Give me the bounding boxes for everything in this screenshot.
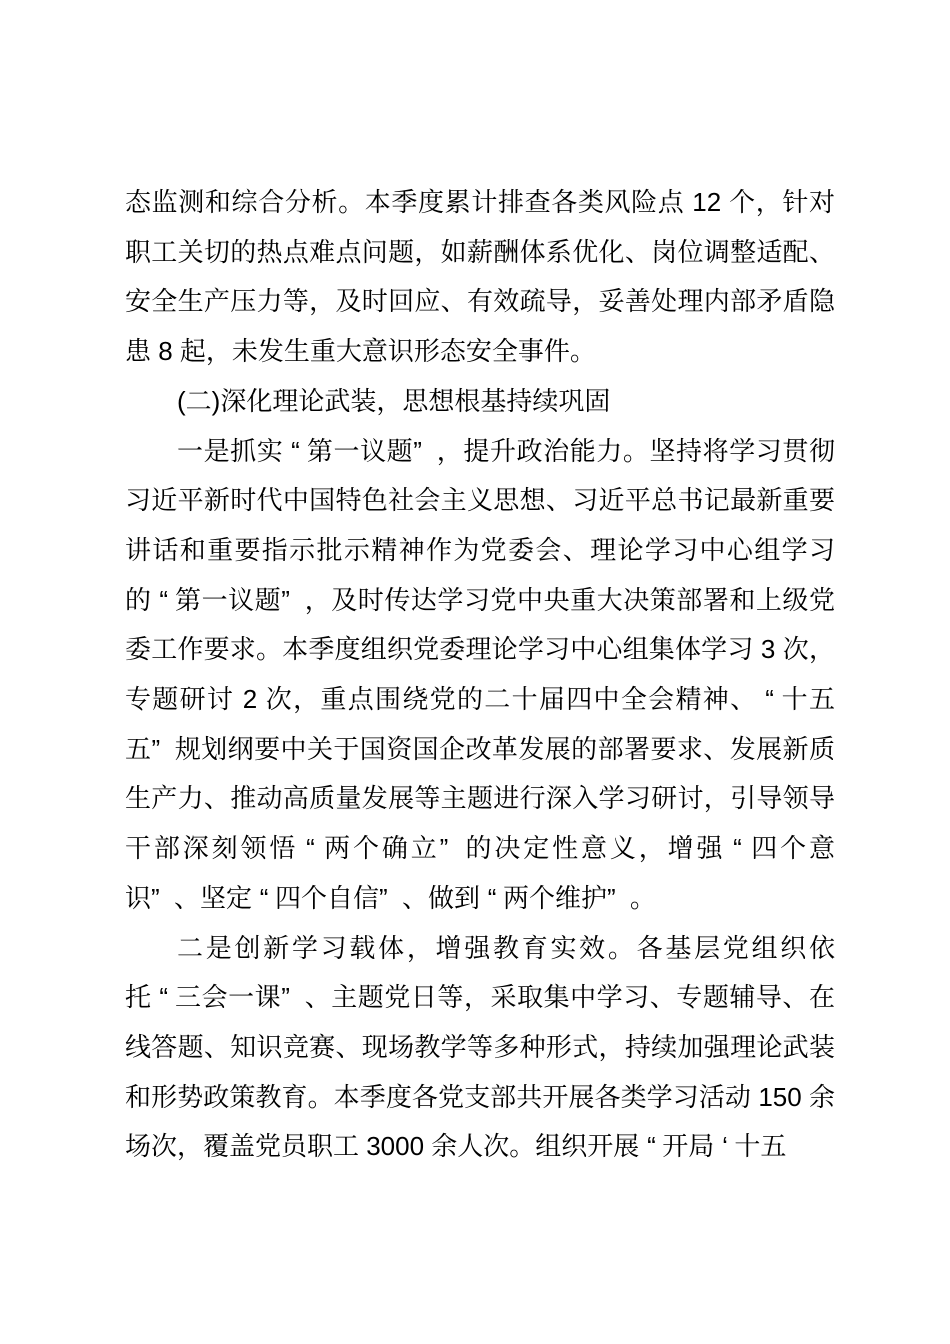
paragraph-continuation: 态监测和综合分析。本季度累计排查各类风险点 12 个，针对职工关切的热点难点问题，如薪酬体系优化、岗位调整适配、安全生产压力等，及时回应、有效疏导，妥善处理内部矛盾隐患 8 起，未发生重大意识形态安全事件。 xyxy=(125,187,835,367)
paragraph-point-two: 二是创新学习载体，增强教育实效。各基层党组织依托 “三会一课”、主题党日等，采取集中学习、专题辅导、在线答题、知识竞赛、现场教学等多种形式，持续加强理论武装和形势政策教育。本季度各党支部共开展各类学习活动 150 余场次，覆盖党员职工 3000 余人次。组织开展 “开局 ‘十五 xyxy=(125,932,835,1162)
fullwidth-open-quote: ‘ xyxy=(722,1131,735,1162)
document-text-body xyxy=(125,178,835,1172)
fullwidth-close-quote: ” xyxy=(151,733,175,764)
fullwidth-open-quote: “ xyxy=(733,833,749,864)
fullwidth-open-quote: “ xyxy=(306,833,322,864)
fullwidth-open-quote: “ xyxy=(291,435,307,466)
fullwidth-open-quote: “ xyxy=(487,882,503,913)
paragraph-point-one: 一是抓实 “第一议题”，提升政治能力。坚持将学习贯彻习近平新时代中国特色社会主义思想、习近平总书记最新重要讲话和重要指示批示精神作为党委会、理论学习中心组学习的 “第一议题”，及时传达学习党中央重大决策部署和上级党委工作要求。本季度组织党委理论学习中心组集体学习 3 次，专题研讨 2 次，重点围绕党的二十届四中全会精神、 “十五五”规划纲要中关于国资国企改革发展的部署要求、发展新质生产力、推动高质量发展等主题进行深入学习研讨，引导领导干部深刻领悟 “两个确立”的决定性意义，增强 “四个意识”、坚定 “四个自信”、做到 “两个维护”。 xyxy=(125,435,835,913)
fullwidth-close-quote: ” xyxy=(606,882,630,913)
fullwidth-open-quote: “ xyxy=(159,584,175,615)
fullwidth-open-quote: “ xyxy=(159,982,175,1013)
fullwidth-close-quote: ” xyxy=(151,882,174,913)
fullwidth-close-quote: ” xyxy=(378,882,402,913)
fullwidth-close-quote: ” xyxy=(439,833,463,864)
fullwidth-close-quote: ” xyxy=(413,435,437,466)
fullwidth-close-quote: ” xyxy=(281,584,305,615)
fullwidth-close-quote: ” xyxy=(281,982,305,1013)
section-heading: (二)深化理论武装，思想根基持续巩固 xyxy=(177,385,611,416)
fullwidth-open-quote: “ xyxy=(647,1131,663,1162)
fullwidth-open-quote: “ xyxy=(765,684,781,715)
fullwidth-open-quote: “ xyxy=(259,882,275,913)
